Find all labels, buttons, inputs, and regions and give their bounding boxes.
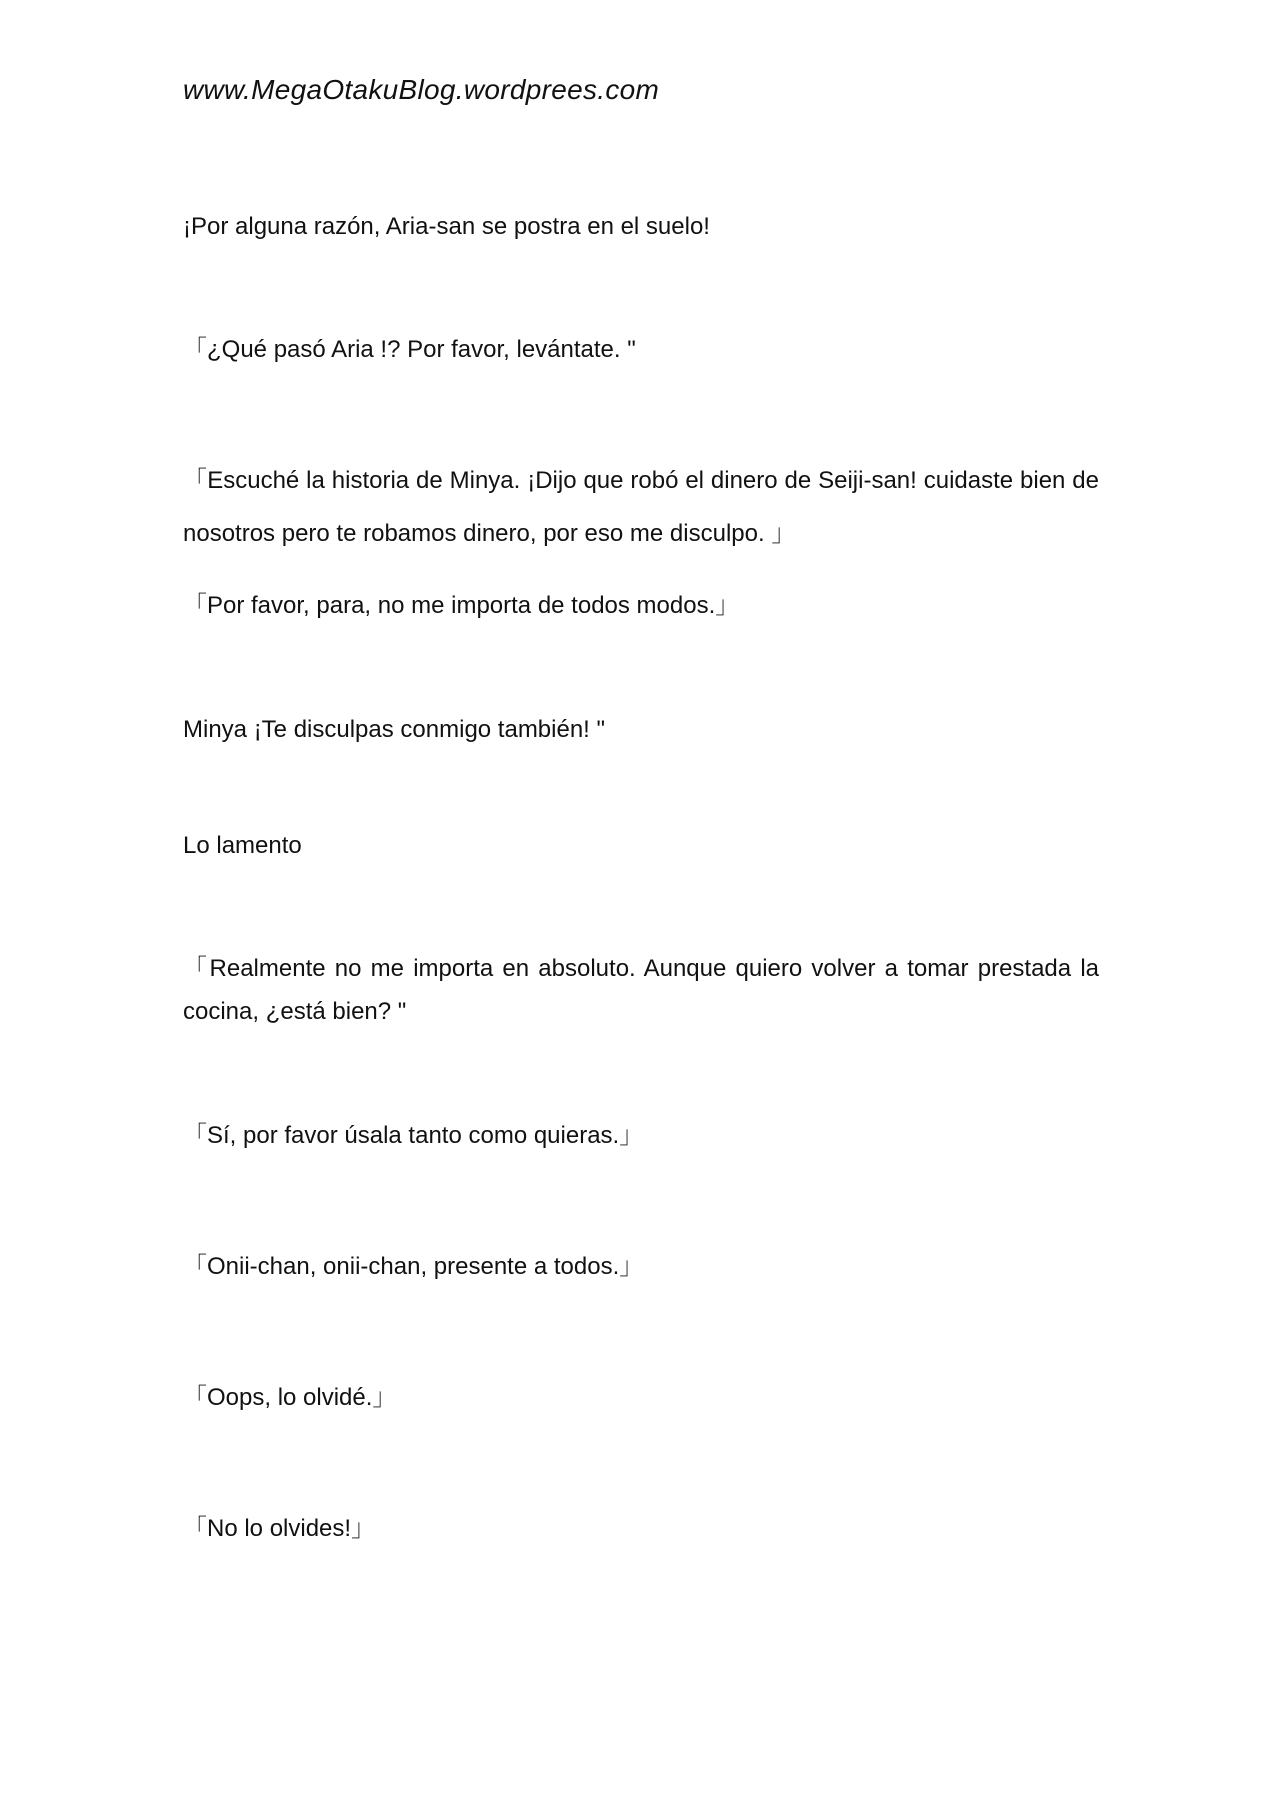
text-line: 「Onii-chan, onii-chan, presente a todos.」 <box>183 1253 644 1280</box>
text-line: 「Sí, por favor úsala tanto como quieras.」 <box>183 1122 644 1149</box>
text-line: cocina, ¿está bien? " <box>183 998 407 1025</box>
text-line: nosotros pero te robamos dinero, por eso me disculpo. 」 <box>183 520 796 547</box>
text-line: 「¿Qué pasó Aria !? Por favor, levántate. " <box>183 336 636 363</box>
page-header-url: www.MegaOtakuBlog.wordprees.com <box>183 74 660 105</box>
text-line: 「Realmente no me importa en absoluto. Aunque quiero volver a tomar prestada la <box>183 955 1099 982</box>
text-line: 「Por favor, para, no me importa de todos modos.」 <box>183 592 740 619</box>
text-line: 「No lo olvides!」 <box>183 1515 376 1542</box>
text-line: Lo lamento <box>183 832 302 859</box>
text-line: Minya ¡Te disculpas conmigo también! " <box>183 716 606 743</box>
text-line: ¡Por alguna razón, Aria-san se postra en el suelo! <box>183 213 710 240</box>
text-line: 「Oops, lo olvidé.」 <box>183 1384 397 1411</box>
text-line: 「Escuché la historia de Minya. ¡Dijo que robó el dinero de Seiji-san! cuidaste bien de <box>183 467 1099 494</box>
